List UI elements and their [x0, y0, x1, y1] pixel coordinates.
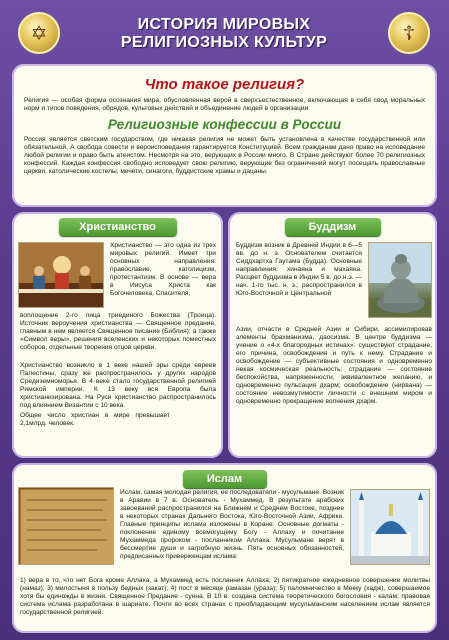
islam-text-bottom: 1) вера в то, что нет Бога кроме Аллаха, а Мухаммед есть посланник Аллаха; 2) пятикратное ежедневное совершение молитвы (намаз); 3) милостыня в пользу бедных (закат); 4) пост в месяце рамазан (ураза); 5) паломничество в Мекку (хадж), совершаемое хотя бы единожды в жизни. Священное Предание - сунна. В 10 в. создана система теоретического богословия - калам; правовая система ислама разработана в шариате. Почти во всех странах с преобладающим мусульманским населением ислам является государственной религией. — [20, 577, 430, 616]
christianity-text-count: Общее число христиан в мире превышает 2,1млрд. человек. — [20, 412, 170, 427]
christianity-text-main: воплощение 2-го лица триединого Божества (Троица). Источник вероучения христианства — Священное предание, главным в нем является Священное писание (Библия); а также «Символ веры», решения вселенских и некоторых поместных соборов, отдельные творения отцов церкви. — [20, 312, 216, 351]
cross-emblem-icon: ☦ — [388, 12, 430, 54]
christianity-text-history: Христианство возникло в 1 веке нашей эры среди евреев Палестины, сразу же распространилось у других народов Средиземноморья. В 4 веке стало государственной религией Римской империи. К 13 веку вся Европа была христианизирована. На Руси христианство распространилось под влиянием Византии с 10 века. — [20, 362, 216, 409]
buddhism-panel — [228, 212, 437, 458]
christianity-panel — [12, 212, 223, 458]
religion-emblem-icon: ✡ — [18, 12, 60, 54]
intro-text: Религия — особая форма осознания мира, обусловленная верой в сверхъестественное, включающая в себя свод моральных норм и типов поведения, обрядов, культовых действий и объединение людей в организации — [24, 97, 425, 112]
page-header — [18, 6, 430, 62]
buddha-statue-icon — [368, 242, 432, 318]
christ-painting-icon — [18, 242, 104, 308]
russia-text: Россия является светским государством, где никакая религия не может быть установлена в качестве государственной или обязательной. А свобода совести и вероисповедания гарантируется Конституцией. Всем гражданам дано право на исповедание любой религии и право быть атеистом. Несмотря на это, верующих в России много. В Стране действуют более 70 религиозных конфессий. Каждая конфессия свободно исповедует свою религию, верующие без ограничений могут посещать православные церкви, католические костелы, мечети, синагоги, буддистские храмы и дацаны. — [24, 136, 425, 175]
buddhism-text-left: Буддизм возник в Древней Индии в 6—5 вв. до н. э. Основателем считается Сиддхартха Гаутама (Будда). Основные направления: хинаяна и махаяна. Расцвет буддизма в Индии 5 в. до н.э. — нач. 1-го тыс. н. э.; распространился в Юго-Восточной и Центральной — [236, 242, 362, 297]
christianity-title: Христианство — [59, 218, 177, 236]
quran-book-icon — [18, 487, 114, 565]
mosque-icon — [350, 489, 430, 565]
islam-title: Ислам — [183, 470, 267, 488]
buddhism-text-main: Азии, отчасти в Средней Азии и Сибири, ассимилировав элементы брахманизма, даосизма. В центре буддизма — учение о «4-х благородных истинах»: существуют страдание, его причина, освобождения и путь к нему. Страдание и освобождение — субъективные состояния и одновременно некая космическая реальность: страдание — состояние беспокойства, напряженности, эквивалентное желанию, и одновременно пульсация дхарм; освобождение (нирвана) — состояние невозмутимости личности с внешним миром и одновременно прекращение волнения дхарм. — [236, 326, 432, 405]
islam-panel — [12, 463, 437, 633]
confessions-heading: Религиозные конфессии в России — [107, 117, 342, 132]
intro-heading: Что такое религия? — [144, 76, 305, 93]
christianity-text-right: Христианство — это одна из трех мировых религий. Имеет три основных направления: православие, католицизм, протестантизм. В основе — вера в Иисуса Христа как Богочеловека, Спасителя, — [110, 242, 216, 297]
buddhism-title: Буддизм — [285, 218, 381, 236]
page-title: ИСТОРИЯ МИРОВЫХ РЕЛИГИОЗНЫХ КУЛЬТУР — [120, 16, 328, 51]
intro-panel — [12, 64, 437, 207]
islam-text-middle: Ислам, самая молодая религия, ее последователи - мусульмане. Возник в Аравии в 7 в. Основатель - Мухаммед. В результате арабских завоеваний распространился на Ближнем и Среднем Востоке, позднее в некоторых странах Дальнего Востока, Юго-Восточной Азии, Африки. Главные принципы ислама изложены в Коране. Основные догматы - поклонение единому всемогущему Богу - Аллаху и почитание Мухаммеда пророком - посланником Аллаха. Мусульмане верят в бессмертие души и загробную жизнь. Пять основных обязанностей, предписанных приверженцам ислама: — [120, 489, 344, 560]
